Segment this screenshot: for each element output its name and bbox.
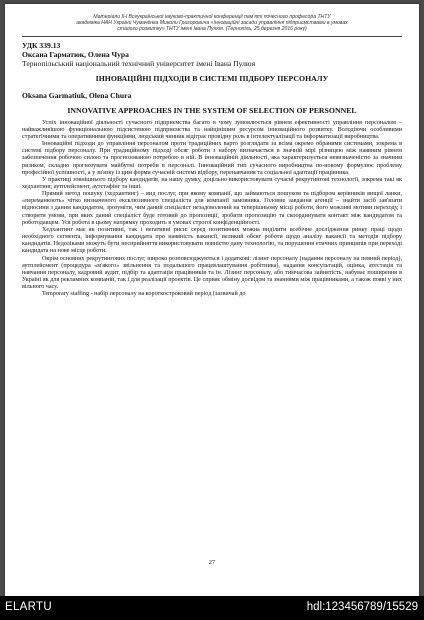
authors-ua: Оксана Гарматюк, Олена Чура [22,49,129,59]
title-en: INNOVATIVE APPROACHES IN THE SYSTEM OF SELECTION OF PERSONNEL [67,105,357,115]
paragraph-5: Хедхантинг має як позитивні, так і негативні риси: серед позитивних можна виділити всебічне дослідження ринку праці щодо необхідного сегмента, інформування кандидата про наявність вакансії, великий обсяг роботи щодо аналізу вакансії та методів підбору кандидатів. Недоліками можуть бути несприйняття використовувати повністю дану технологію, та порушення етичних принципів при переході кандидата на нове місце роботи. [22,226,402,255]
paragraph-1: Успіх інноваційної діяльності сучасного підприємства багато в чому зумовлюється рівнем ефективності управління персоналом – найважливішою функціональною підсистемою підприємства та найцінішим ресурсом інноваційного розвитку. Володіючи особливими стратегічними та оперативними функціями, людський чинник відіграє провідну роль в інтелектуалізації та інформатизації виробництва. [22,119,402,140]
handle-id: hdl:123456789/15529 [306,601,418,613]
document-page [5,4,419,596]
paragraph-2: Інноваційні підходи до управління персоналом проти традиційних варто розглядати за всіма окремо обраними системами, зокрема в системі підбору персоналу. При традиційному підході обсяг роботи з набору визначається в значній мірі різницею між наявним рівнем забезпечення робочою силою та прогнозованою потребою в ній. В інноваційній діяльності, яка характеризується невизначеністю за значним ризиком, складно прогнозувати майбутні потреби в персоналі. Інноваційний тип сучасного виробництва по-новому формулює проблему професійної успішності, а у зв'язку із цим форми сучасній системі відбору, перенавчання та соціальної адаптації працівника. [22,141,402,176]
header-line-2: академіка НАН України Чумачёнка Миколи Григоровича «Інноваційні засади управління підприємствами в умовах [76,20,348,27]
conference-header [22,14,402,37]
page-content [22,14,402,299]
authors-en: Oksana Garmatiuk, Olena Chura [22,90,132,100]
paragraph-6: Окрім основних рекрутингових послуг, широко розповсюджуються і додаткові: лізинг персоналу (надання персоналу на певний період), аутплейсмент (процедура «м'якого» звільнення та подальшого працевлаштування робітника), надання консультацій, оцінка, атестація та навчання персоналу, кадровий аудит, підбір та адаптація працівників та ін. Лізинг персоналу, або тимчасова зайнятість, набуває поширення в Україні як для рекламних компаній, так і для реалізації проектів. Це сприяє обміну досвідом та знаннями між працівниками, а також появі у них вільного часу. [22,255,402,291]
udk-code: УДК 339.13 [22,40,61,50]
page-number: 27 [208,559,216,566]
header-line-1: Матеріали ІІ-ї Всеукраїнської науково-практичної конференції пам'яті почесного професора ТНТУ [93,14,331,20]
repository-footer-bar [0,596,424,620]
title-ua: ІННОВАЦІЙНІ ПІДХОДИ В СИСТЕМІ ПІДБОРУ ПЕРСОНАЛУ [95,73,329,83]
article-body [22,120,402,299]
paragraph-4: Прямий метод пошуку (хедхантинг) – вид послуг, при якому компанії, що займаються пошуком та підбором керівників вищої ланки, «переманюють» чітко визначеного ексклюзивного спеціаліста для компанії замовника. Головне завдання агенції – знайти засіб зав'язати відносини з даним кандидатом, зрозуміти, чим даний спеціаліст незадоволений на теперішньому місці роботи, його можливі мотиви переходу, і створити умови, при яких даний спеціаліст буде готовий до пропозиції, зробити пропозицію та скоординувати контакт між кандидатом та роботодавцем. Уся робота в цьому напрямку проходить в умовах строгої конфіденційності. [22,191,402,226]
header-line-3: сталого розвитку» ТНТУ імені Івана Пулюя. (Тернопіль, 25 березня 2016 року) [117,26,307,33]
paragraph-3: У практиці зовнішнього підбору кандидатів, на нашу думку, доцільно використовувати сучасні рекрутингові технології, зокрема такі як хедхантинг, аутплейсмент, аутстафінг та інші. [22,176,402,191]
affiliation: Тернопільський національний технічний університет імені Івана Пулюя [22,58,256,68]
repository-name: ELARTU [5,601,52,613]
paragraph-7: Temporary staffing - набір персоналу на короткостроковий період (зазвичай до [42,291,246,298]
